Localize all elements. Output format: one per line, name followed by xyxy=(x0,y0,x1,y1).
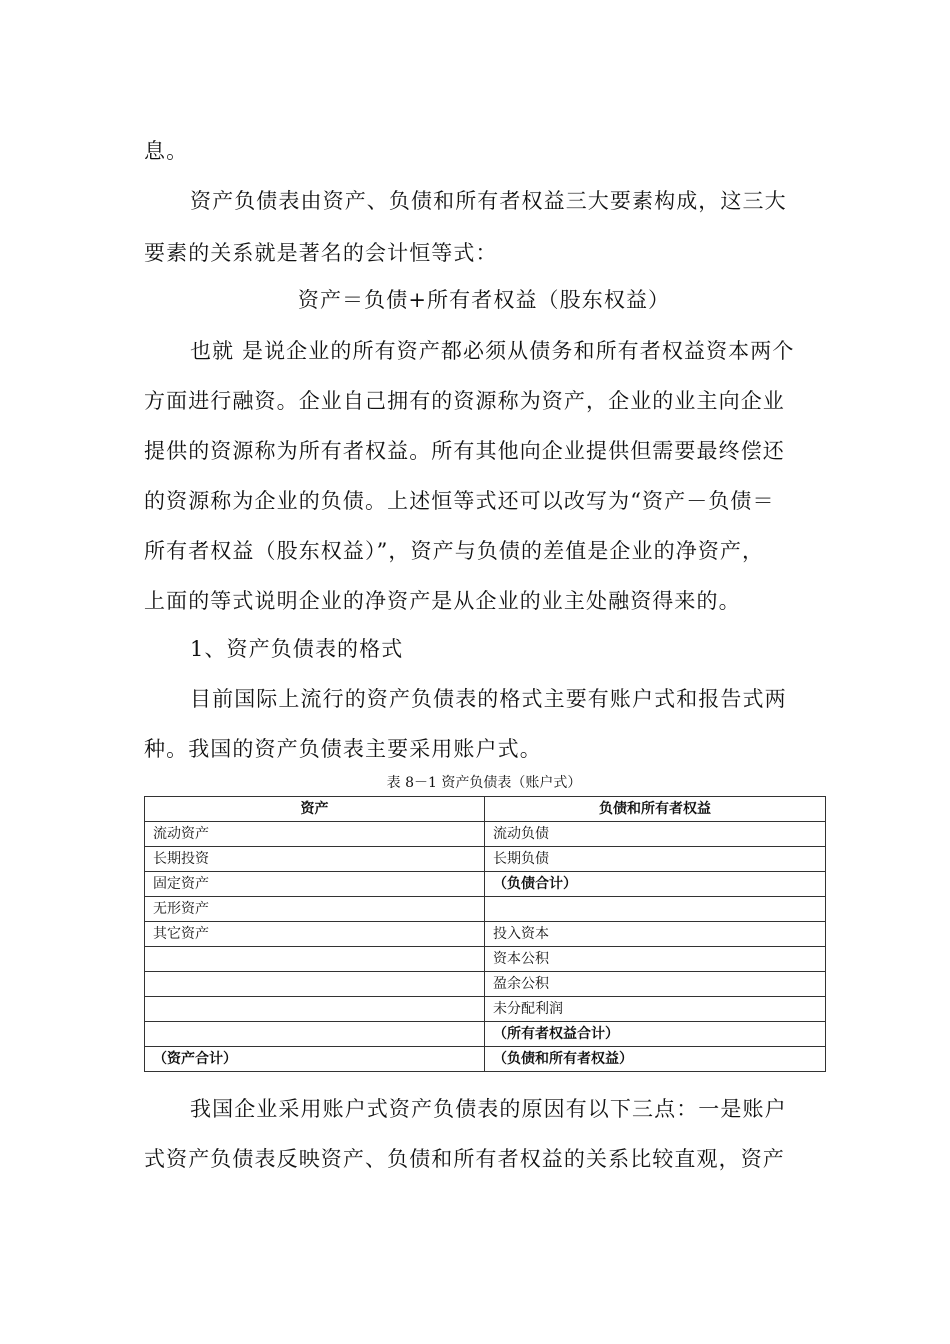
table-cell: 资本公积 xyxy=(485,947,826,972)
table-row xyxy=(145,947,826,972)
paragraph-line: 要素的关系就是著名的会计恒等式： xyxy=(144,241,498,265)
table-header-row xyxy=(145,797,826,822)
table-cell xyxy=(145,1022,485,1047)
table-row xyxy=(145,872,826,897)
paragraph-line: 提供的资源称为所有者权益。所有其他向企业提供但需要最终偿还 xyxy=(144,439,785,463)
table-cell xyxy=(145,997,485,1022)
table-cell: 流动资产 xyxy=(145,822,485,847)
table-cell: 长期投资 xyxy=(145,847,485,872)
paragraph-line: 方面进行融资。企业自己拥有的资源称为资产，企业的业主向企业 xyxy=(144,389,785,413)
table-row xyxy=(145,822,826,847)
table-cell-total: （资产合计） xyxy=(145,1047,485,1072)
table-total-row xyxy=(145,1047,826,1072)
paragraph-line: 上面的等式说明企业的净资产是从企业的业主处融资得来的。 xyxy=(144,589,741,613)
table-cell: 投入资本 xyxy=(485,922,826,947)
paragraph-line: 息。 xyxy=(144,139,189,163)
header-liabilities-equity: 负债和所有者权益 xyxy=(485,797,826,822)
table-cell: 流动负债 xyxy=(485,822,826,847)
table-cell xyxy=(145,947,485,972)
paragraph-line: 我国企业采用账户式资产负债表的原因有以下三点：一是账户 xyxy=(190,1097,787,1121)
table-row xyxy=(145,847,826,872)
table-row xyxy=(145,972,826,997)
table-caption: 表 8－1 资产负债表（账户式） xyxy=(386,775,582,791)
paragraph-line: 所有者权益（股东权益）”，资产与负债的差值是企业的净资产， xyxy=(144,539,765,563)
table-cell-subtotal: （所有者权益合计） xyxy=(485,1022,826,1047)
paragraph-line: 式资产负债表反映资产、负债和所有者权益的关系比较直观，资产 xyxy=(144,1147,785,1171)
table-row xyxy=(145,1022,826,1047)
header-assets: 资产 xyxy=(145,797,485,822)
table-cell-total: （负债和所有者权益） xyxy=(485,1047,826,1072)
paragraph-line: 也就 是说企业的所有资产都必须从债务和所有者权益资本两个 xyxy=(190,339,795,363)
table-row xyxy=(145,997,826,1022)
table-row xyxy=(145,897,826,922)
accounting-equation: 资产＝负债+所有者权益（股东权益） xyxy=(297,288,671,312)
paragraph-line: 种。我国的资产负债表主要采用账户式。 xyxy=(144,737,542,761)
paragraph-line: 的资源称为企业的负债。上述恒等式还可以改写为“资产－负债＝ xyxy=(144,489,775,513)
table-cell: 长期负债 xyxy=(485,847,826,872)
section-heading: 1、资产负债表的格式 xyxy=(190,637,404,661)
table-row xyxy=(145,922,826,947)
table-cell xyxy=(485,897,826,922)
table-cell: 固定资产 xyxy=(145,872,485,897)
table-cell: 无形资产 xyxy=(145,897,485,922)
table-cell-subtotal: （负债合计） xyxy=(485,872,826,897)
table-cell xyxy=(145,972,485,997)
balance-sheet-table xyxy=(144,796,826,1072)
table-cell: 其它资产 xyxy=(145,922,485,947)
paragraph-line: 资产负债表由资产、负债和所有者权益三大要素构成，这三大 xyxy=(190,189,787,213)
paragraph-line: 目前国际上流行的资产负债表的格式主要有账户式和报告式两 xyxy=(190,687,787,711)
table-cell: 盈余公积 xyxy=(485,972,826,997)
table-cell: 未分配利润 xyxy=(485,997,826,1022)
